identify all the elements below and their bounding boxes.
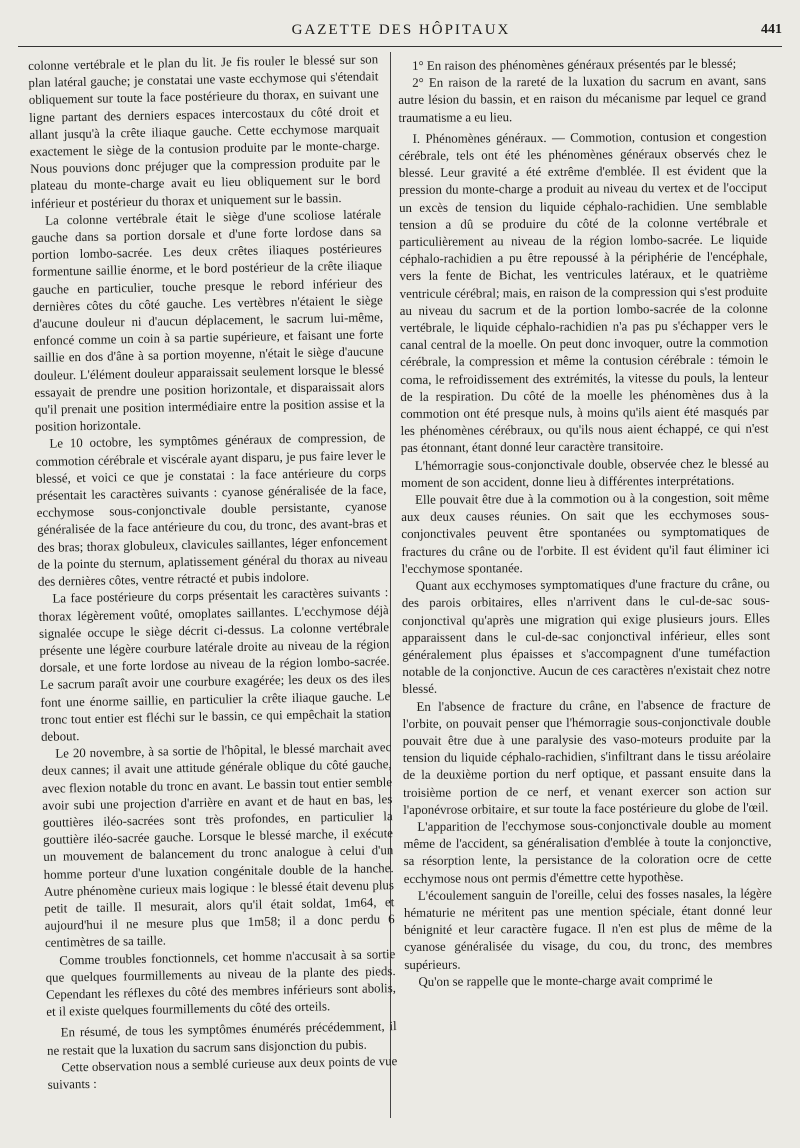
header-rule [18, 46, 782, 47]
paragraph: colonne vertébrale et le plan du lit. Je fis rouler le blessé sur son plan latéral gauche; je constatai une vaste ecchymose qui s'étendait obliquement sur toute la face postérieure du thorax, en suivant une ligne partant des derniers espaces intercostaux du côté droit et allant jusqu'à la crête iliaque gauche. Cette ecchymose marquait exactement le siège de la contusion produite par le monte-charge. Nous pouvions donc préjuger que la compression produite par le plateau du monte-charge avait eu lieu obliquement sur le bord inférieur et postérieur du thorax et uniquement sur le bassin. [28, 52, 381, 211]
paragraph: La face postérieure du corps présentait les caractères suivants : thorax légèrement voûté, omoplates saillantes. L'ecchymose déjà signalée occupe le siège décrit ci-dessus. La colonne vertébrale présente une légère courbure latérale droite au niveau de la région dorsale, et une forte lordose au niveau de la région lombo-sacrée. Le sacrum paraît avoir une courbure exagérée; les deux os des iles font une énorme saillie, en particulier la crête iliaque gauche. Le tronc tout entier est fléchi sur le bassin, ce qui empêchait la station debout. [38, 585, 391, 744]
page-number: 441 [761, 22, 782, 37]
paragraph: En résumé, de tous les symptômes énumérés précédemment, il ne restait que la luxation du sacrum sans disjonction du pubis. [46, 1019, 397, 1058]
paragraph: Qu'on se rappelle que le monte-charge avait comprimé le [418, 972, 713, 989]
paragraph: Le 20 novembre, à sa sortie de l'hôpital, le blessé marchait avec deux cannes; il avait une attitude générale oblique du côté gauche, avec flexion notable du tronc en avant. Le bassin tout entier semble avoir subi une projection d'arrière en avant et de haut en bas, les gouttières iléo-sacrées sont très profondes, en particulier la gouttière iléo-sacrée gauche. Lorsque le blessé marche, il exécute un mouvement de balancement du tronc analogue à celui d'un homme porteur d'une luxation congénitale double de la hanche. Autre phénomène curieux mais logique : le blessé était devenu plus petit de taille. Il mesurait, alors qu'il était soldat, 1m64, et aujourd'hui il ne mesure plus que 1m58; il a donc perdu 6 centimètres de sa taille. [41, 740, 395, 951]
paragraph: 2° En raison de la rareté de la luxation du sacrum en avant, sans autre lésion du bassin, et en raison du mécanisme par lequel ce grand traumatisme a eu lieu. [398, 73, 767, 125]
paragraph: Le 10 octobre, les symptômes généraux de compression, de commotion cérébrale et viscérale ayant disparu, je pus faire lever le blessé, et voici ce que je constatai : la face antérieure du corps présentait les caractères suivants : cyanose généralisée de la face, ecchymose sous-conjonctivale double persistante, cyanose généralisée de la face antérieure du cou, du tronc, des avant-bras et des bras; thorax globuleux, clavicules saillantes, léger enfoncement de la pointe du sternum, aplatissement général du thorax au niveau des dernières côtes, ventre rétracté et pubis indolore. [35, 430, 388, 589]
paragraph: 1° En raison des phénomènes généraux présentés par le blessé; [412, 56, 737, 73]
paragraph: Comme troubles fonctionnels, cet homme n'accusait à sa sortie que quelques fourmillements au niveau de la plante des pieds. Cependant les réflexes du côté des membres inférieurs sont abolis, et il existe quelques fourmillements du côté des orteils. [45, 946, 397, 1019]
right-column [398, 55, 773, 991]
paragraph: L'apparition de l'ecchymose sous-conjonctivale double au moment même de l'accident, sa généralisation d'emblée à toute la conjonctive, sa résorption lente, la persistance de la coloration ocre de cette ecchymose nous ont permis d'émettre cette hypothèse. [403, 817, 772, 886]
journal-title: GAZETTE DES HÔPITAUX [291, 22, 511, 38]
paragraph: L'écoulement sanguin de l'oreille, celui des fosses nasales, la légère hématurie ne méritent pas une mention spéciale, étant donné leur bénignité et leur caractère fugace. Il n'en est plus de même de la cyanose généralisée du visage, du cou, du tronc, des membres supérieurs. [403, 886, 773, 972]
paragraph: En l'absence de fracture du crâne, en l'absence de fracture de l'orbite, on pouvait penser que l'hémorragie sous-conjonctivale double pouvait être due à une paralysie des vaso-moteurs produite par la tension du liquide céphalo-rachidien, s'infiltrant dans le tissu aréolaire de la deuxième portion du nerf optique, et passant ensuite dans la troisième portion de ce nerf, et venant exercer son action sur l'aponévrose orbitaire, et sur toute la face postérieure du globe de l'œil. [402, 696, 772, 817]
paragraph: L'hémorragie sous-conjonctivale double, observée chez le blessé au moment de son accident, donne lieu à différentes interprétations. [400, 456, 769, 490]
paragraph: Quant aux ecchymoses symptomatiques d'une fracture du crâne, ou des parois orbitaires, elles n'arrivent dans le cul-de-sac sous-conjonctival qu'après une migration qui exige plusieurs jours. Elles apparaissent dans le cul-de-sac conjonctival inférieur, elles sont généralement plus épaisses et s'accompagnent d'une tuméfaction notable de la conjonctive. Aucun de ces caractères n'existait chez notre blessé. [401, 576, 771, 697]
left-column [28, 51, 398, 1094]
paragraph: Elle pouvait être due à la commotion ou à la congestion, soit même aux deux causes réunies. On sait que les ecchymoses sous-conjonctivales peuvent être spontanées ou symptomatiques de fractures du crâne ou de l'orbite. Il est évident qu'il faut éliminer ici l'ecchymose spontanée. [401, 490, 770, 576]
section-paragraph: I. Phénomènes généraux. — Commotion, contusion et congestion cérébrale, tels ont été les phénomènes généraux observés chez le blessé. Leur gravité a été extrême d'emblée. Il est évident que la pression du monte-charge a produit au niveau du vertex et de l'occiput un excès de tension du liquide céphalo-rachidien. Une semblable tension a dû se produire du côté de la colonne vertébrale et particulièrement au niveau de la région lombo-sacrée. Le liquide céphalo-rachidien a pu être repoussé à la périphérie de l'encéphale, vers la fente de Bichat, les ventricules latéraux, et le quatrième ventricule cérébral; mais, en raison de la compression qui s'est produite au niveau du sacrum et de la portion lombo-sacrée de la colonne vertébrale, le liquide céphalo-rachidien n'a pas pu s'échapper vers le canal central de la moelle. On peut donc invoquer, outre la commotion cérébrale, la compression et même la contusion cérébrale : témoin le coma, le refroidissement des extrémités, la vitesse du pouls, la lenteur de la respiration. Du côté de la moelle les phénomènes dus à la commotion ont été presque nuls, à moins qu'ils aient été masqués par les phénomènes cérébraux, ou qu'ils nous aient échappé, ce qui n'est pas étonnant, étant donné leur caractère transitoire. [398, 129, 769, 456]
paragraph: La colonne vertébrale était le siège d'une scoliose latérale gauche dans sa portion dorsale et d'une forte lordose dans sa portion lombo-sacrée. Les deux crêtes iliaques postérieures formentune saillie énorme, et le bord postérieur de la crête iliaque gauche en particulier, touche presque le rebord inférieur des dernières côtes du côté gauche. Les vertèbres n'étaient le siège d'aucune douleur ni d'aucun déplacement, le sacrum lui-même, enfoncé comme un coin à sa partie supérieure, et faisant une forte saillie en dos d'âne à sa portion moyenne, n'était le siège d'aucune douleur. L'élément douleur apparaissait seulement lorsque le blessé essayait de prendre une position horizontale, et disparaissait alors qu'il prenait une position intermédiaire entre la position assise et la position horizontale. [31, 207, 385, 435]
paragraph: Cette observation nous a semblé curieuse aux deux points de vue suivants : [47, 1053, 398, 1092]
page-header [20, 22, 782, 44]
